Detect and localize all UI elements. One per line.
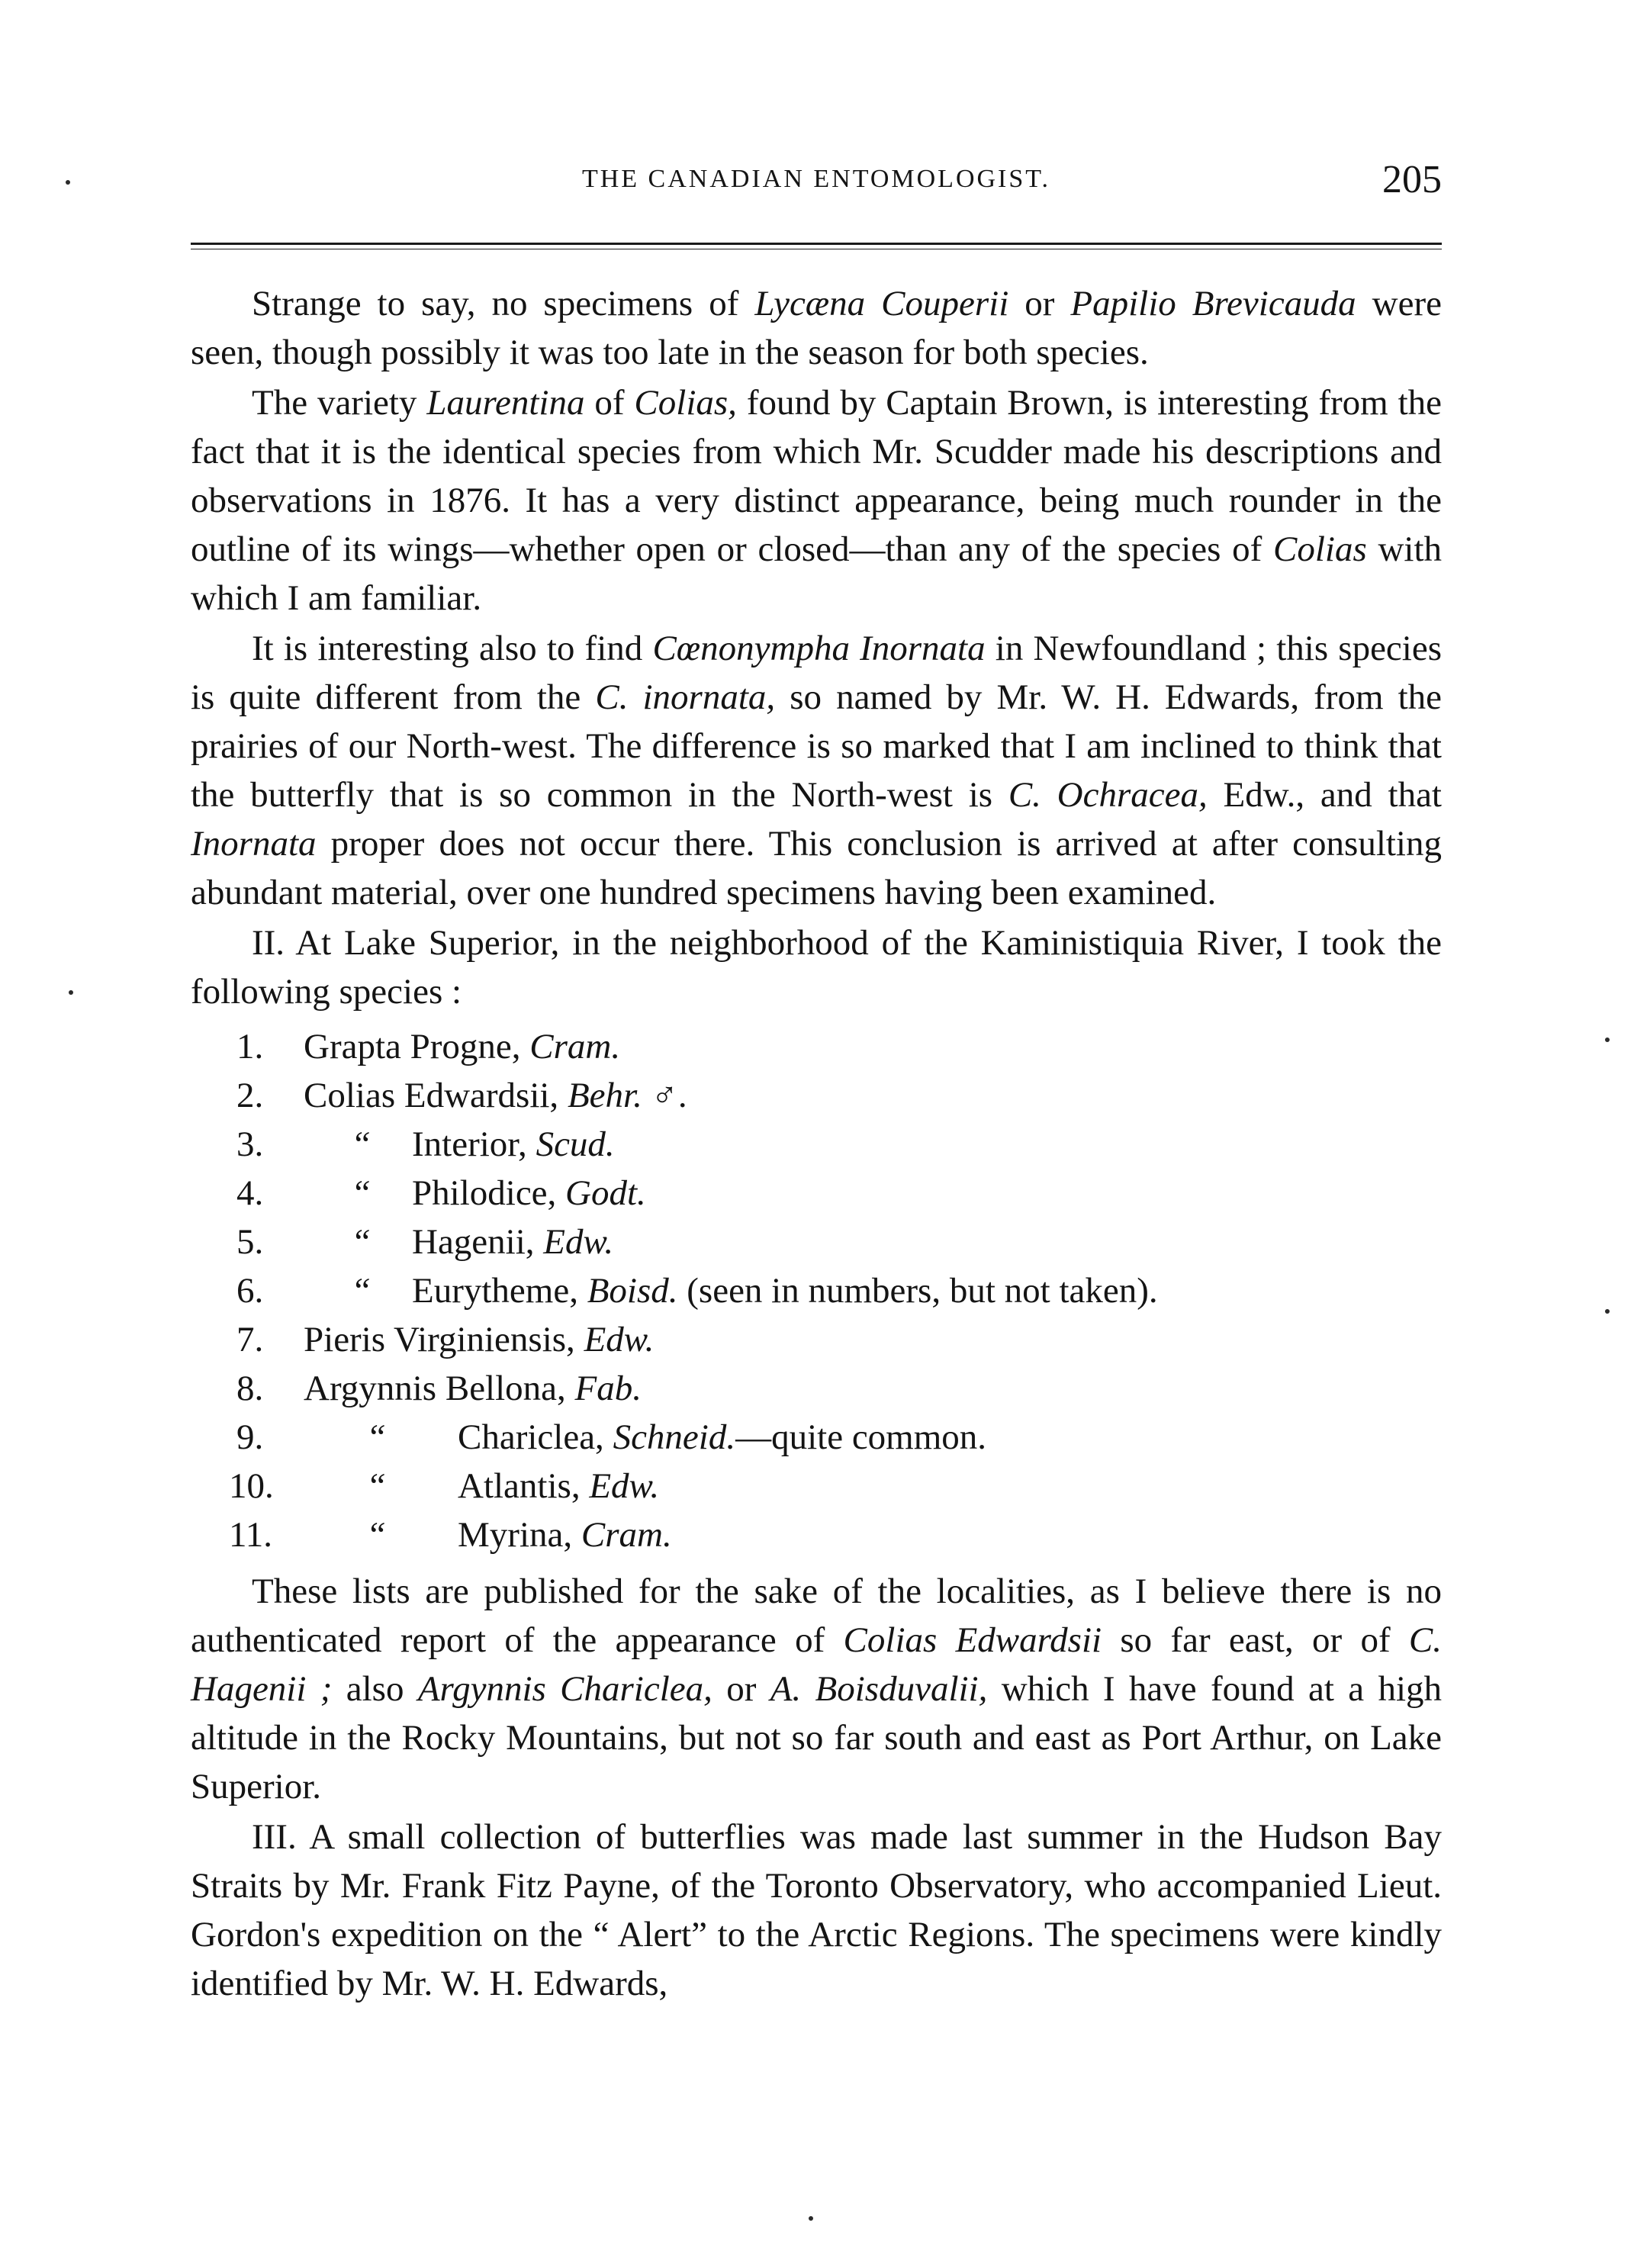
species-name: Eurytheme,	[412, 1271, 587, 1311]
list-number: 7.	[236, 1320, 264, 1359]
running-title: THE CANADIAN ENTOMOLOGIST.	[581, 165, 1051, 193]
species-name: Argynnis Bellona,	[304, 1369, 575, 1408]
species-author: Edw.	[543, 1222, 614, 1262]
taxon-name: Inornata	[191, 824, 317, 864]
species-entry	[412, 1218, 613, 1266]
species-entry	[304, 1022, 620, 1071]
species-list-item	[191, 1266, 1442, 1315]
species-name: Hagenii,	[412, 1222, 544, 1262]
print-speck	[66, 180, 70, 185]
species-name: Colias Edwardsii,	[304, 1076, 568, 1115]
species-author: Edw.	[589, 1466, 660, 1506]
species-author: Fab.	[574, 1369, 642, 1408]
text-run: of	[584, 383, 635, 423]
ditto-mark: “	[351, 1124, 372, 1164]
text-run: were seen, though possibly it was too late in the season for both species.	[191, 284, 1442, 372]
list-number: 3.	[236, 1124, 264, 1164]
taxon-name: Lycæna Couperii	[754, 284, 1009, 323]
text-run: so far east, or of	[1102, 1620, 1409, 1660]
species-author: Godt.	[565, 1173, 646, 1213]
species-entry	[412, 1266, 1158, 1315]
taxon-name: Argynnis Chariclea,	[417, 1669, 712, 1709]
paragraph	[191, 624, 1442, 917]
species-list-item	[191, 1510, 1442, 1559]
print-speck	[809, 2216, 813, 2221]
taxon-name: Colias	[1272, 529, 1367, 569]
species-list-item	[191, 1071, 1442, 1120]
text-run: The variety	[252, 383, 427, 423]
text-run: or	[1008, 284, 1071, 323]
species-entry	[458, 1462, 659, 1510]
taxon-name: Colias Edwardsii	[843, 1620, 1102, 1660]
text-run: or	[712, 1669, 770, 1709]
ditto-mark: “	[366, 1466, 387, 1506]
text-run: in Newfoundland ; this species is quite different from the	[191, 629, 1443, 717]
taxon-name: C. Ochracea,	[1008, 775, 1208, 815]
species-name: Atlantis,	[458, 1466, 590, 1506]
species-entry	[304, 1315, 654, 1364]
list-number: 1.	[236, 1027, 264, 1066]
page-number: 205	[1382, 158, 1442, 201]
text-run: III. A small collection of butterflies was made last summer in the Hudson Bay Straits by Mr. Frank Fitz Payne, of the Toronto Observatory, who accompanied Lieut. Gordon's expedition on the “ Alert” to the Arctic Regions. The specimens were kindly identified by Mr. W. H. Edwards,	[191, 1817, 1442, 2003]
text-run: found by Captain Brown, is interesting from the fact that it is the identical species from which Mr. Scudder made his descriptions and observations in 1876. It has a very distinct appearance, being much rounder in the outline of its wings—whether open or closed—than any of the species of	[191, 383, 1443, 569]
taxon-name: Cœnonympha Inornata	[652, 629, 986, 668]
species-list-item	[191, 1364, 1442, 1413]
text-run: II. At Lake Superior, in the neighborhood of the Kaministiquia River, I took the following species :	[191, 923, 1442, 1012]
list-number: 9.	[236, 1417, 264, 1457]
species-author: Cram.	[581, 1515, 672, 1555]
list-number: 11.	[229, 1515, 273, 1555]
species-note: ♂.	[642, 1076, 687, 1115]
taxon-name: A. Boisduvalii,	[770, 1669, 988, 1709]
species-author: Schneid.	[613, 1417, 736, 1457]
paragraph	[191, 1567, 1442, 1811]
list-number: 8.	[236, 1369, 264, 1408]
species-list-item	[191, 1315, 1442, 1364]
species-name: Grapta Progne,	[304, 1027, 530, 1066]
species-author: Behr.	[567, 1076, 642, 1115]
species-author: Edw.	[584, 1320, 655, 1359]
list-number: 10.	[229, 1466, 274, 1506]
species-list-item	[191, 1120, 1442, 1169]
ditto-mark: “	[366, 1417, 387, 1457]
species-list	[191, 1022, 1442, 1559]
list-number: 4.	[236, 1173, 264, 1213]
text-run: It is interesting also to find	[252, 629, 653, 668]
species-entry	[458, 1510, 672, 1559]
ditto-mark: “	[351, 1271, 372, 1311]
text-run: with which I am familiar.	[191, 529, 1443, 618]
species-author: Scud.	[536, 1124, 615, 1164]
ditto-mark: “	[351, 1173, 372, 1213]
taxon-name: Laurentina	[426, 383, 585, 423]
text-run: also	[332, 1669, 418, 1709]
species-entry	[458, 1413, 986, 1462]
closing-paragraphs	[191, 1567, 1442, 2008]
species-list-item	[191, 1169, 1442, 1218]
article-body	[191, 279, 1442, 2008]
print-speck	[69, 990, 73, 995]
ditto-mark: “	[366, 1515, 387, 1555]
species-list-item	[191, 1218, 1442, 1266]
species-author: Cram.	[529, 1027, 621, 1066]
species-note: —quite common.	[735, 1417, 987, 1457]
intro-paragraphs	[191, 279, 1442, 1016]
species-note: (seen in numbers, but not taken).	[677, 1271, 1158, 1311]
paragraph	[191, 378, 1442, 622]
list-number: 5.	[236, 1222, 264, 1262]
taxon-name: Papilio Brevicauda	[1070, 284, 1356, 323]
species-name: Pieris Virginiensis,	[304, 1320, 584, 1359]
text-run: which I have found at a high altitude in the Rocky Mountains, but not so far south and east as Port Arthur, on Lake Superior.	[191, 1669, 1442, 1806]
species-name: Myrina,	[458, 1515, 581, 1555]
species-entry	[412, 1169, 646, 1218]
print-speck	[1605, 1037, 1610, 1042]
list-number: 2.	[236, 1076, 264, 1115]
list-number: 6.	[236, 1271, 264, 1311]
paragraph	[191, 1813, 1442, 2008]
paragraph	[191, 918, 1442, 1016]
print-speck	[1605, 1309, 1610, 1314]
text-run: Edw., and that	[1207, 775, 1442, 815]
taxon-name: C. inornata,	[595, 677, 776, 717]
text-run: Strange to say, no specimens of	[252, 284, 755, 323]
species-name: Philodice,	[412, 1173, 566, 1213]
header-rule	[191, 243, 1442, 245]
species-author: Boisd.	[587, 1271, 678, 1311]
text-run: These lists are published for the sake of the localities, as I believe there is no authenticated report of the appearance of	[191, 1572, 1442, 1660]
text-run: proper does not occur there. This conclusion is arrived at after consulting abundant material, over one hundred specimens having been examined.	[191, 824, 1442, 912]
taxon-name: C. Hagenii ;	[191, 1620, 1443, 1709]
species-list-item	[191, 1462, 1442, 1510]
species-name: Chariclea,	[458, 1417, 613, 1457]
species-entry	[412, 1120, 615, 1169]
paragraph	[191, 279, 1442, 377]
species-entry	[304, 1364, 642, 1413]
taxon-name: Colias,	[634, 383, 737, 423]
text-run: so named by Mr. W. H. Edwards, from the prairies of our North-west. The difference is so marked that I am inclined to think that the butterfly that is so common in the North-west is	[191, 677, 1442, 815]
species-list-item	[191, 1413, 1442, 1462]
page-header	[191, 157, 1442, 203]
species-name: Interior,	[412, 1124, 536, 1164]
species-entry	[304, 1071, 687, 1120]
ditto-mark: “	[351, 1222, 372, 1262]
species-list-item	[191, 1022, 1442, 1071]
